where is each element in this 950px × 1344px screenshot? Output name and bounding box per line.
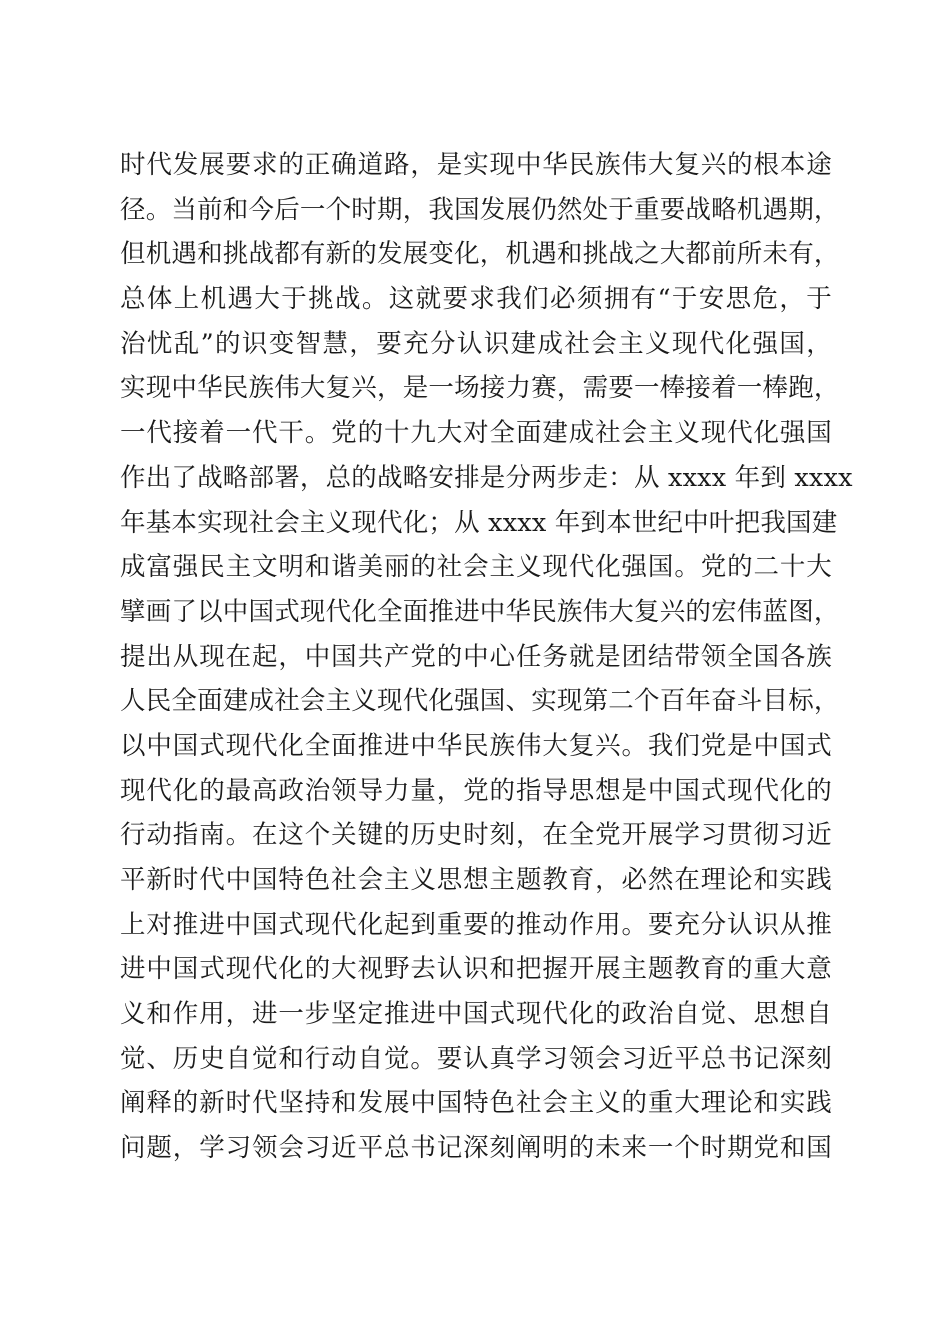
text-line: 人民全面建成社会主义现代化强国、实现第二个百年奋斗目标， xyxy=(120,686,840,717)
text-line: 总体上机遇大于挑战。这就要求我们必须拥有“于安思危，于 xyxy=(120,284,832,315)
text-line: 现代化的最高政治领导力量，党的指导思想是中国式现代化的 xyxy=(120,775,832,806)
text-line: 义和作用，进一步坚定推进中国式现代化的政治自觉、思想自 xyxy=(120,999,832,1030)
text-line: 一代接着一代干。党的十九大对全面建成社会主义现代化强国 xyxy=(120,418,832,449)
text-line: 以中国式现代化全面推进中华民族伟大复兴。我们党是中国式 xyxy=(120,730,832,761)
text-line: 时代发展要求的正确道路，是实现中华民族伟大复兴的根本途 xyxy=(120,150,832,180)
text-line: 问题，学习领会习近平总书记深刻阐明的未来一个时期党和国 xyxy=(120,1133,832,1164)
text-line: 成富强民主文明和谐美丽的社会主义现代化强国。党的二十大 xyxy=(120,552,832,583)
text-line: 年基本实现社会主义现代化；从 xxxx 年到本世纪中叶把我国建 xyxy=(120,507,838,538)
text-line: 提出从现在起，中国共产党的中心任务就是团结带领全国各族 xyxy=(120,641,832,672)
text-line: 作出了战略部署，总的战略安排是分两步走：从 xxxx 年到 xxxx xyxy=(120,462,853,493)
text-line: 但机遇和挑战都有新的发展变化，机遇和挑战之大都前所未有， xyxy=(120,239,840,270)
text-line: 实现中华民族伟大复兴，是一场接力赛，需要一棒接着一棒跑， xyxy=(120,373,840,404)
text-line: 进中国式现代化的大视野去认识和把握开展主题教育的重大意 xyxy=(120,954,832,985)
text-line: 擘画了以中国式现代化全面推进中华民族伟大复兴的宏伟蓝图， xyxy=(120,596,840,627)
text-line: 径。当前和今后一个时期，我国发展仍然处于重要战略机遇期， xyxy=(120,194,840,225)
text-line: 行动指南。在这个关键的历史时刻，在全党开展学习贯彻习近 xyxy=(120,820,832,851)
text-line: 治忧乱”的识变智慧，要充分认识建成社会主义现代化强国， xyxy=(120,328,832,359)
text-line: 上对推进中国式现代化起到重要的推动作用。要充分认识从推 xyxy=(120,909,832,940)
text-line: 阐释的新时代坚持和发展中国特色社会主义的重大理论和实践 xyxy=(120,1088,832,1119)
text-line: 觉、历史自觉和行动自觉。要认真学习领会习近平总书记深刻 xyxy=(120,1043,832,1074)
body-paragraph xyxy=(120,143,853,1171)
text-line: 平新时代中国特色社会主义思想主题教育，必然在理论和实践 xyxy=(120,865,832,895)
